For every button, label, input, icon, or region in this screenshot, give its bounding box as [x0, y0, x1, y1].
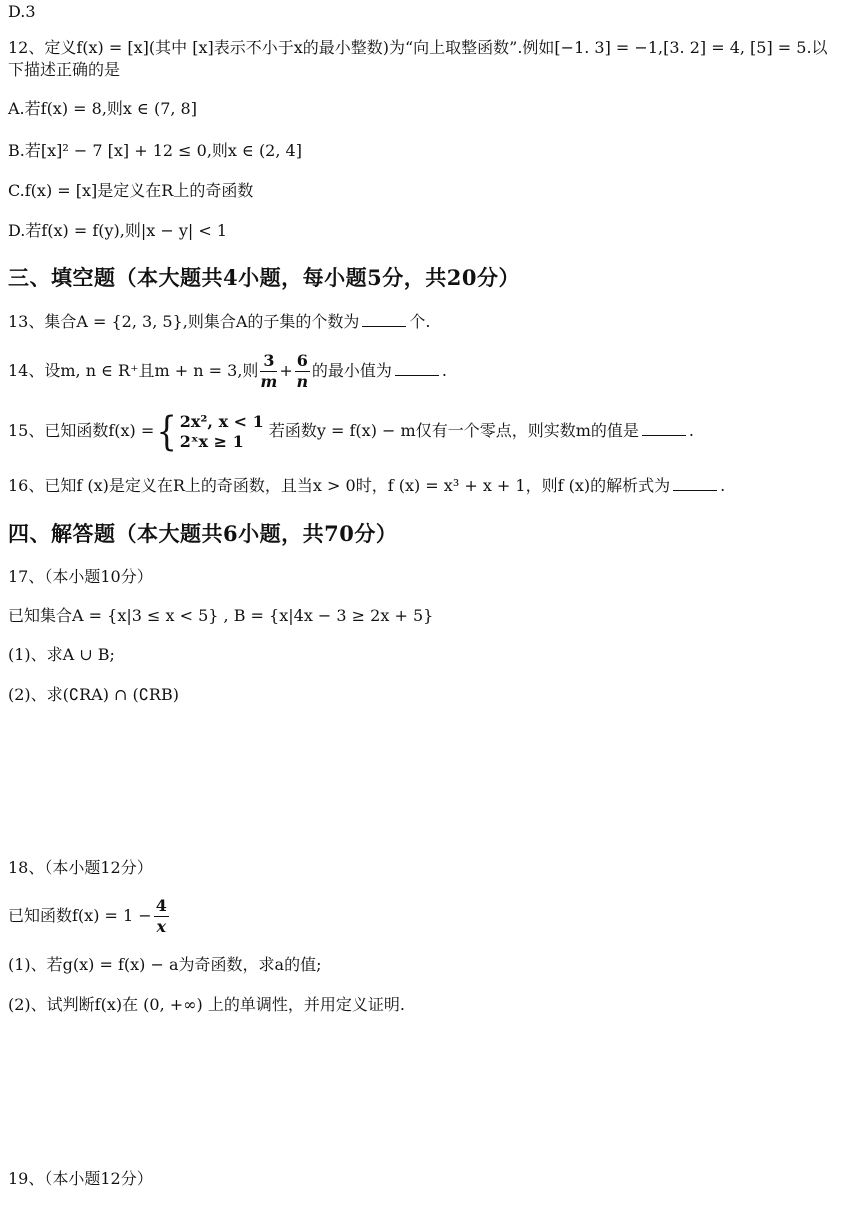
q18-num: 4: [155, 896, 167, 915]
q13-tail: 个.: [409, 312, 431, 331]
q15-case2: 2ˣx ≥ 1: [179, 431, 244, 451]
q16-answer-blank: [673, 476, 717, 491]
section-answer-heading: 四、解答题（本大题共6小题，共70分）: [8, 521, 398, 546]
q14-num1: 3: [260, 351, 277, 372]
q12-option-d: D.若f(x) = f(y),则|x − y| < 1: [8, 221, 228, 240]
q14-plus: +: [279, 361, 293, 380]
q14: [8, 351, 447, 392]
q19-heading: 19、（本小题12分）: [8, 1169, 153, 1188]
q15: [8, 409, 694, 453]
q14-end: .: [441, 361, 448, 380]
q18-stem: [8, 896, 171, 937]
q18-den: x: [156, 917, 167, 936]
q15-brace: {: [156, 408, 178, 455]
q14-fraction-1: [260, 351, 277, 392]
q17-stem: 已知集合A = {x|3 ≤ x < 5} , B = {x|4x − 3 ≥ 2x + 5}: [8, 606, 434, 625]
q17-part2: (2)、求(∁RA) ∩ (∁RB): [8, 685, 179, 704]
q15-answer-blank: [642, 421, 686, 436]
q17-part1: (1)、求A ∪ B;: [8, 645, 115, 664]
q12-option-a: A.若f(x) = 8,则x ∈ (7, 8]: [8, 99, 197, 118]
q18-part2: (2)、试判断f(x)在 (0, +∞) 上的单调性，并用定义证明.: [8, 995, 405, 1014]
q14-fraction-2: [295, 351, 310, 392]
section-fill-in-heading: 三、填空题（本大题共4小题，每小题5分，共20分）: [8, 265, 520, 290]
q15-text: 15、已知函数f(x) =: [8, 421, 155, 440]
q13-answer-blank: [362, 312, 406, 327]
q11-option-d: D.3: [8, 2, 36, 21]
q14-den1: m: [260, 372, 278, 391]
q15-tail: 若函数y = f(x) − m仅有一个零点，则实数m的值是: [268, 421, 639, 440]
q14-text: 14、设m, n ∈ R⁺且m + n = 3,则: [8, 361, 259, 380]
q12-stem-line1: 12、定义f(x) = [x](其中 [x]表示不小于x的最小整数)为“向上取整函数”.例如[−1. 3] = −1,[3. 2] = 4, [5] = 5.以: [8, 38, 828, 57]
q18-stem-text: 已知函数f(x) = 1 −: [8, 906, 152, 925]
q18-heading: 18、（本小题12分）: [8, 858, 153, 877]
q12-stem-line2: 下描述正确的是: [8, 60, 121, 79]
q14-num2: 6: [296, 351, 308, 370]
q16: [8, 476, 725, 496]
q12-option-c: C.f(x) = [x]是定义在R上的奇函数: [8, 181, 254, 200]
q18-fraction: [154, 896, 169, 937]
q16-end: .: [720, 476, 726, 495]
q13: [8, 312, 430, 332]
q15-cases: [180, 412, 264, 452]
q16-text: 16、已知f (x)是定义在R上的奇函数，且当x > 0时，f (x) = x³ + x + 1，则f (x)的解析式为: [8, 476, 671, 495]
q15-end: .: [688, 421, 694, 440]
q18-part1: (1)、若g(x) = f(x) − a为奇函数，求a的值;: [8, 955, 322, 974]
q15-case1: 2x², x < 1: [179, 411, 264, 431]
q13-text: 13、集合A = {2, 3, 5},则集合A的子集的个数为: [8, 312, 360, 331]
q12-option-b: B.若[x]² − 7 [x] + 12 ≤ 0,则x ∈ (2, 4]: [8, 141, 302, 160]
q14-den2: n: [296, 372, 309, 391]
q14-tail: 的最小值为: [311, 361, 392, 380]
q17-heading: 17、（本小题10分）: [8, 567, 153, 586]
q14-answer-blank: [395, 361, 439, 376]
